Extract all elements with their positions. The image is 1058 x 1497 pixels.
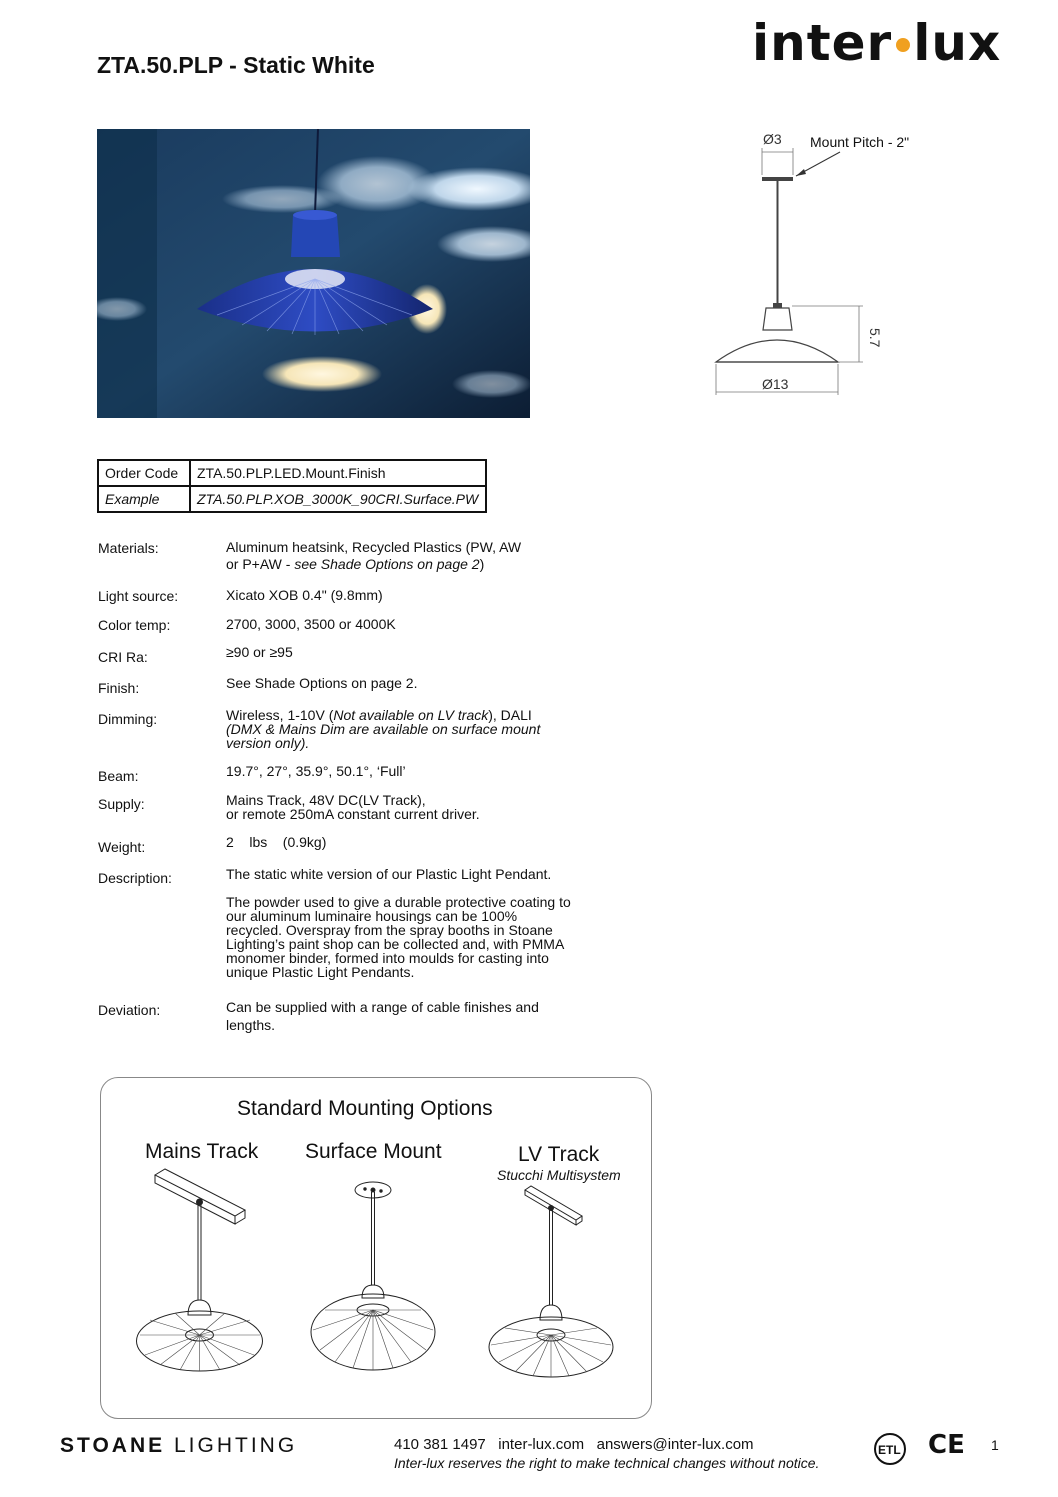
supply-label: Supply: xyxy=(98,796,145,812)
finish-label: Finish: xyxy=(98,680,140,696)
description-line-5: monomer binder, formed into moulds for casting into xyxy=(226,950,549,966)
surface-mount-label: Surface Mount xyxy=(305,1140,442,1163)
example-label: Example xyxy=(98,486,190,512)
shade-ribs xyxy=(491,1328,611,1377)
description-line-2: our aluminum luminaire housings can be 100% xyxy=(226,908,518,924)
materials-value xyxy=(226,540,586,571)
supply-line-2: or remote 250mA constant current driver. xyxy=(226,806,480,822)
dimming-value xyxy=(226,708,586,750)
mount-pitch-label: Mount Pitch - 2" xyxy=(810,134,910,150)
materials-line-2b: see Shade Options on page 2 xyxy=(294,556,480,572)
deviation-label: Deviation: xyxy=(98,1002,161,1018)
shade-ribs xyxy=(313,1310,433,1370)
deviation-line-2: lengths. xyxy=(226,1017,276,1033)
dimension-drawing xyxy=(700,120,930,410)
cri-label: CRI Ra: xyxy=(98,649,148,665)
mains-track-label: Mains Track xyxy=(145,1140,259,1163)
supply-line-1: Mains Track, 48V DC(LV Track), xyxy=(226,792,426,808)
surface-mount-pendant-illustration xyxy=(305,1170,445,1405)
height-label: 5.7 xyxy=(867,328,883,348)
lv-track-pendant-illustration xyxy=(485,1180,625,1405)
brand-bold: STOANE xyxy=(60,1434,166,1457)
description-line-4: Lighting’s paint shop can be collected and, with PMMA xyxy=(226,936,565,952)
example-value: ZTA.50.PLP.XOB_3000K_90CRI.Surface.PW xyxy=(190,486,486,512)
description-line-1: The powder used to give a durable protective coating to xyxy=(226,894,571,910)
supply-value xyxy=(226,793,586,821)
materials-line-1: Aluminum heatsink, Recycled Plastics (PW, AW xyxy=(226,539,522,555)
page-title: ZTA.50.PLP - Static White xyxy=(97,52,375,78)
order-code-table xyxy=(97,459,487,513)
beam-value: 19.7°, 27°, 35.9°, 50.1°, ‘Full’ xyxy=(226,763,406,779)
dimming-line-1 xyxy=(226,708,586,722)
dimming-line-3: version only). xyxy=(226,735,310,751)
finish-value: See Shade Options on page 2. xyxy=(226,675,418,691)
description-label: Description: xyxy=(98,870,172,886)
color-temp-label: Color temp: xyxy=(98,617,171,633)
lv-track-sublabel: Stucchi Multisystem xyxy=(497,1167,621,1183)
color-temp-value: 2700, 3000, 3500 or 4000K xyxy=(226,616,396,632)
stoane-lighting-logo xyxy=(60,1434,297,1458)
order-code-label: Order Code xyxy=(98,460,190,486)
description-paragraph-2 xyxy=(226,895,586,979)
brand-light: LIGHTING xyxy=(173,1434,298,1457)
materials-line-2c: ) xyxy=(479,556,485,572)
shade-ribs xyxy=(140,1313,260,1371)
dimming-line-1b: Not available on LV track xyxy=(333,707,489,723)
etl-certification-icon xyxy=(872,1432,912,1466)
light-source-label: Light source: xyxy=(98,588,179,604)
deviation-line-1: Can be supplied with a range of cable finishes and xyxy=(226,999,539,1015)
product-photo xyxy=(97,129,530,418)
description-paragraph-1: The static white version of our Plastic Light Pendant. xyxy=(226,866,552,882)
table-row xyxy=(98,460,486,486)
materials-line-2 xyxy=(226,557,586,571)
light-source-value: Xicato XOB 0.4" (9.8mm) xyxy=(226,587,383,603)
description-value xyxy=(226,867,586,979)
logo-text-right: lux xyxy=(913,14,1002,72)
ce-mark-icon: CE xyxy=(928,1430,965,1460)
materials-line-2a: or P+AW - xyxy=(226,556,295,572)
contact-info: 410 381 1497 inter-lux.com answers@inter-lux.com xyxy=(394,1436,754,1453)
dimming-line-2: (DMX & Mains Dim are available on surface mount xyxy=(226,721,541,737)
top-diameter-label: Ø3 xyxy=(763,131,782,147)
beam-label: Beam: xyxy=(98,768,139,784)
order-code-value: ZTA.50.PLP.LED.Mount.Finish xyxy=(190,460,486,486)
materials-label: Materials: xyxy=(98,540,159,556)
mains-track-pendant-illustration xyxy=(130,1165,270,1405)
disclaimer-note: Inter-lux reserves the right to make technical changes without notice. xyxy=(394,1455,820,1471)
weight-value: 2 lbs (0.9kg) xyxy=(226,834,327,850)
dimming-line-1c: ), DALI xyxy=(488,707,532,723)
dimming-label: Dimming: xyxy=(98,711,158,727)
table-row xyxy=(98,486,486,512)
deviation-value xyxy=(226,998,586,1034)
dimming-line-1a: Wireless, 1-10V ( xyxy=(226,707,334,723)
mounting-options-title: Standard Mounting Options xyxy=(237,1097,493,1120)
etl-text: ETL xyxy=(878,1443,901,1457)
logo-text-left: inter xyxy=(752,14,893,72)
interlux-logo xyxy=(752,14,1001,72)
weight-label: Weight: xyxy=(98,839,146,855)
page-number: 1 xyxy=(991,1437,999,1453)
cri-value: ≥90 or ≥95 xyxy=(226,644,293,660)
lv-track-label: LV Track xyxy=(518,1143,600,1166)
description-line-6: unique Plastic Light Pendants. xyxy=(226,964,415,980)
description-line-3: recycled. Overspray from the spray booths in Stoane xyxy=(226,922,553,938)
logo-dot-icon xyxy=(896,38,910,52)
shade-diameter-label: Ø13 xyxy=(762,376,789,392)
